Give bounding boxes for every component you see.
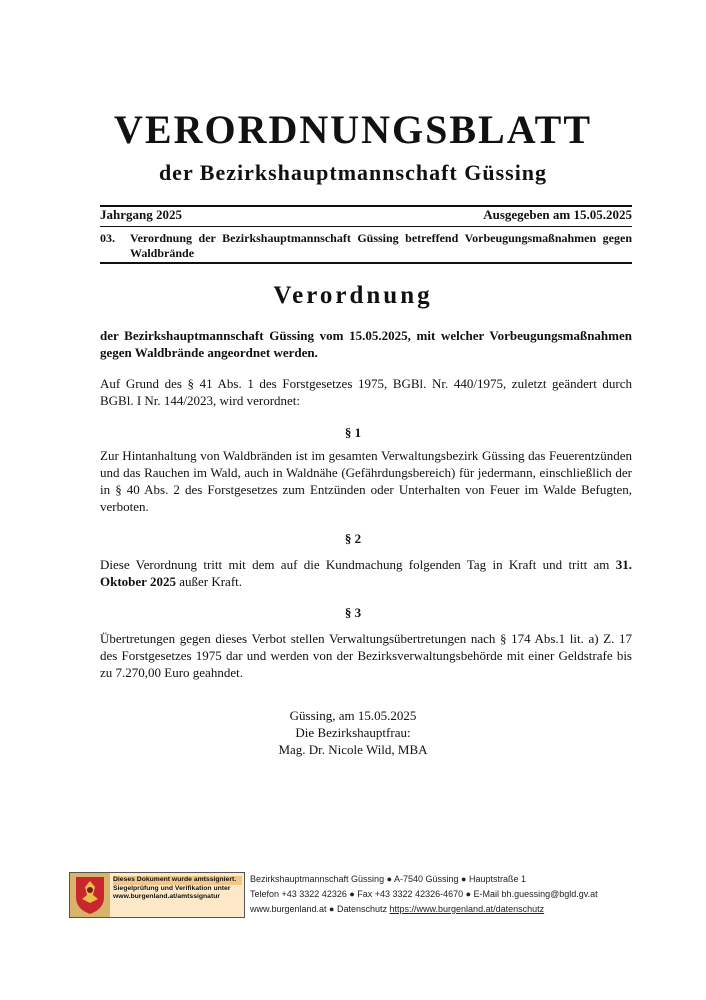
section-2-label: § 2 bbox=[344, 531, 362, 546]
section-3-text: Übertretungen gegen dieses Verbot stellen Verwaltungsübertretungen nach § 174 Abs.1 lit. a) Z. 17 des Forstgesetzes 1975 dar und werden von der Bezirksverwaltungsbehörde mit einer Geldstrafe bis zu 7.270,00 Euro geahndet. bbox=[100, 631, 632, 680]
stamp-line-3: www.burgenland.at/amtssignatur bbox=[113, 893, 221, 901]
stamp-line-1: Dieses Dokument wurde amtssigniert. bbox=[113, 876, 242, 885]
issue-date: Ausgegeben am 15.05.2025 bbox=[483, 207, 632, 222]
footer-phone-email: Telefon +43 3322 42326 ● Fax +43 3322 42326-4670 ● E-Mail bh.guessing@bgld.gv.at bbox=[250, 889, 598, 899]
footer-address: Bezirkshauptmannschaft Güssing ● A-7540 Güssing ● Hauptstraße 1 bbox=[250, 874, 527, 884]
privacy-link[interactable]: https://www.burgenland.at/datenschutz bbox=[389, 904, 545, 914]
footer-contact bbox=[250, 872, 598, 917]
stamp-line-2: Siegelprüfung und Verifikation unter bbox=[113, 884, 231, 892]
volume-label: Jahrgang 2025 bbox=[100, 207, 182, 222]
item-number: 03. bbox=[100, 231, 115, 245]
issue-row bbox=[100, 207, 632, 223]
table-of-contents-item bbox=[100, 231, 632, 261]
divider-bottom bbox=[100, 262, 632, 264]
item-title: Verordnung der Bezirkshauptmannschaft Güssing betreffend Vorbeugungsmaßnahmen gegen Waldbrände bbox=[130, 231, 632, 260]
document-title: VERORDNUNGSBLATT bbox=[114, 107, 592, 152]
ordinance-intro: der Bezirkshauptmannschaft Güssing vom 15.05.2025, mit welcher Vorbeugungsmaßnahmen gegen Waldbrände angeordnet werden. bbox=[100, 328, 632, 360]
signature-block bbox=[0, 707, 706, 758]
section-1-label: § 1 bbox=[344, 425, 362, 440]
divider-middle bbox=[100, 226, 632, 227]
footer-web: www.burgenland.at ● Datenschutz https://www.burgenland.at/datenschutz bbox=[250, 904, 545, 914]
section-2-text: Diese Verordnung tritt mit dem auf die Kundmachung folgenden Tag in Kraft und tritt am 31. Oktober 2025 außer Kraft. bbox=[100, 557, 632, 589]
signature-role: Die Bezirkshauptfrau: bbox=[295, 725, 411, 740]
ordinance-heading: Verordnung bbox=[273, 282, 433, 309]
official-signature-stamp bbox=[69, 872, 245, 918]
section-1-text: Zur Hintanhaltung von Waldbränden ist im gesamten Verwaltungsbezirk Güssing das Feuerentzünden und das Rauchen im Wald, auch in Waldnähe (Gefährdungsbereich) für jedermann, einschließlich der in § 40 Abs. 2 des Forstgesetzes zum Entzünden oder Unterhalten von Feuer im Walde Befugten, verboten. bbox=[100, 448, 632, 514]
legal-basis: Auf Grund des § 41 Abs. 1 des Forstgesetzes 1975, BGBl. Nr. 440/1975, zuletzt geändert durch BGBl. I Nr. 144/2023, wird verordnet: bbox=[100, 376, 632, 408]
signature-name: Mag. Dr. Nicole Wild, MBA bbox=[278, 742, 428, 757]
expiry-date: 31. Oktober 2025 bbox=[100, 557, 632, 589]
document-subtitle: der Bezirkshauptmannschaft Güssing bbox=[158, 160, 548, 185]
coat-of-arms-icon bbox=[70, 873, 110, 917]
signature-place-date: Güssing, am 15.05.2025 bbox=[289, 708, 417, 723]
section-3-label: § 3 bbox=[344, 605, 362, 620]
